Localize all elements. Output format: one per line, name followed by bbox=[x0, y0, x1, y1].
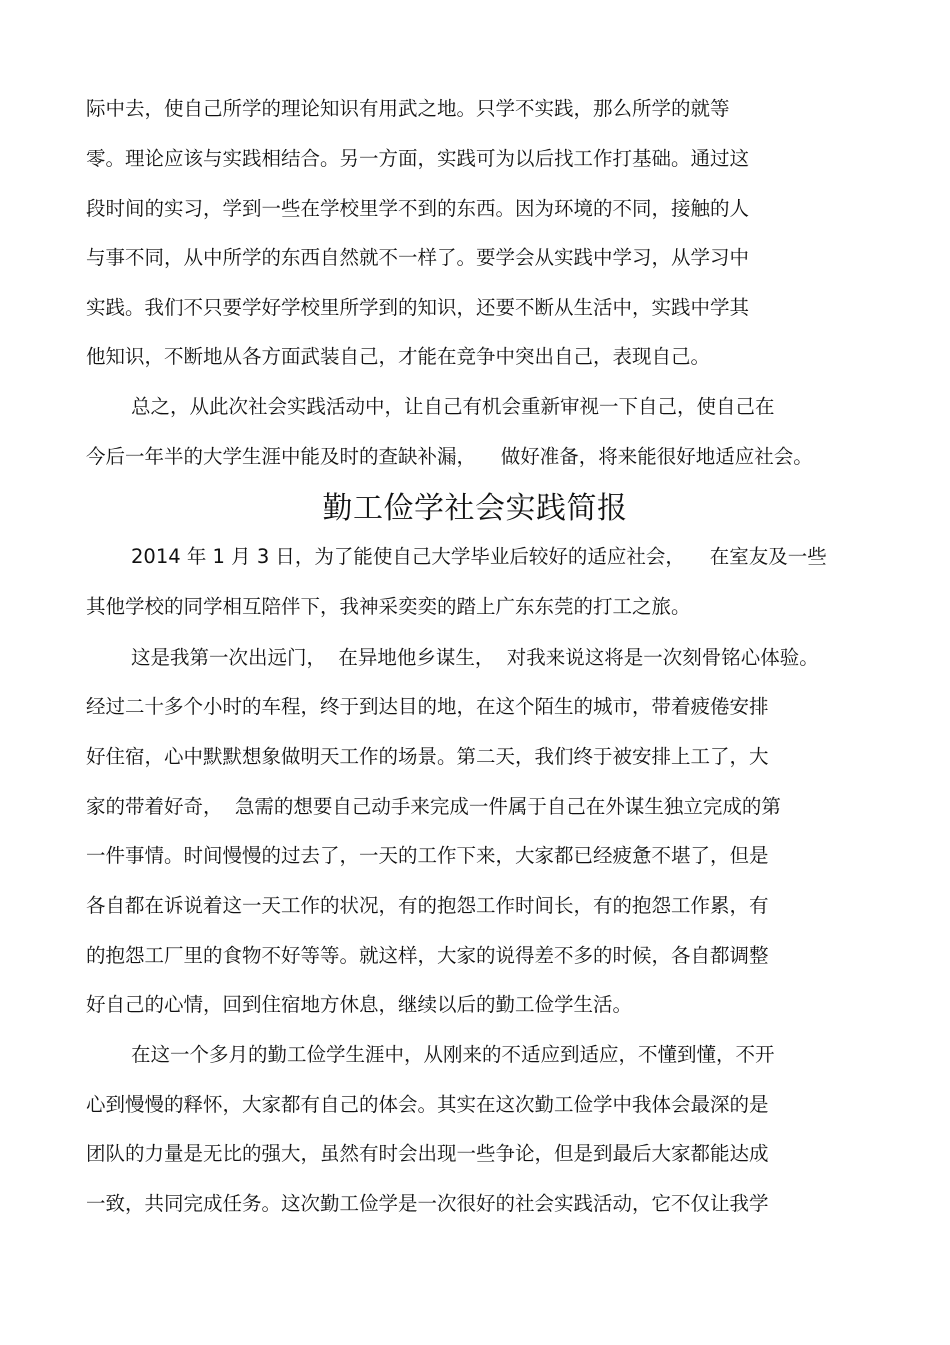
body-line: 各自都在诉说着这一天工作的状况，有的抱怨工作时间长，有的抱怨工作累，有 bbox=[86, 894, 769, 917]
body-line: 段时间的实习，学到一些在学校里学不到的东西。因为环境的不同，接触的人 bbox=[86, 197, 750, 220]
body-line: 心到慢慢的释怀，大家都有自己的体会。其实在这次勤工俭学中我体会最深的是 bbox=[86, 1093, 769, 1116]
body-line: 与事不同，从中所学的东西自然就不一样了。要学会从实践中学习，从学习中 bbox=[86, 246, 750, 269]
body-line: 一件事情。时间慢慢的过去了，一天的工作下来，大家都已经疲惫不堪了，但是 bbox=[86, 844, 769, 867]
body-line: 实践。我们不只要学好学校里所学到的知识，还要不断从生活中，实践中学其 bbox=[86, 296, 750, 319]
body-line: 经过二十多个小时的车程，终于到达目的地，在这个陌生的城市，带着疲倦安排 bbox=[86, 695, 769, 718]
body-line: 在这一个多月的勤工俭学生涯中，从刚来的不适应到适应，不懂到懂，不开 bbox=[131, 1043, 775, 1066]
body-line: 际中去，使自己所学的理论知识有用武之地。只学不实践，那么所学的就等 bbox=[86, 97, 730, 120]
body-line: 今后一年半的大学生涯中能及时的查缺补漏， 做好准备，将来能很好地适应社会。 bbox=[86, 445, 813, 468]
body-line: 好住宿，心中默默想象做明天工作的场景。第二天，我们终于被安排上工了，大 bbox=[86, 745, 769, 768]
body-line: 这是我第一次出远门， 在异地他乡谋生， 对我来说这将是一次刻骨铭心体验。 bbox=[131, 646, 819, 669]
body-line: 好自己的心情，回到住宿地方休息，继续以后的勤工俭学生活。 bbox=[86, 993, 633, 1016]
body-line: 团队的力量是无比的强大，虽然有时会出现一些争论，但是到最后大家都能达成 bbox=[86, 1142, 769, 1165]
body-line: 总之，从此次社会实践活动中，让自己有机会重新审视一下自己，使自己在 bbox=[131, 395, 775, 418]
body-line: 他知识，不断地从各方面武装自己，才能在竞争中突出自己，表现自己。 bbox=[86, 345, 711, 368]
body-line: 零。理论应该与实践相结合。另一方面，实践可为以后找工作打基础。通过这 bbox=[86, 147, 750, 170]
body-line: 2014 年 1 月 3 日，为了能使自己大学毕业后较好的适应社会， 在室友及一些 bbox=[131, 545, 827, 568]
body-line: 的抱怨工厂里的食物不好等等。就这样，大家的说得差不多的时候，各自都调整 bbox=[86, 944, 769, 967]
body-line: 家的带着好奇， 急需的想要自己动手来完成一件属于自己在外谋生独立完成的第 bbox=[86, 795, 781, 818]
section-title: 勤工俭学社会实践简报 bbox=[322, 491, 628, 526]
body-line: 一致，共同完成任务。这次勤工俭学是一次很好的社会实践活动，它不仅让我学 bbox=[86, 1192, 769, 1215]
body-line: 其他学校的同学相互陪伴下，我神采奕奕的踏上广东东莞的打工之旅。 bbox=[86, 595, 691, 618]
